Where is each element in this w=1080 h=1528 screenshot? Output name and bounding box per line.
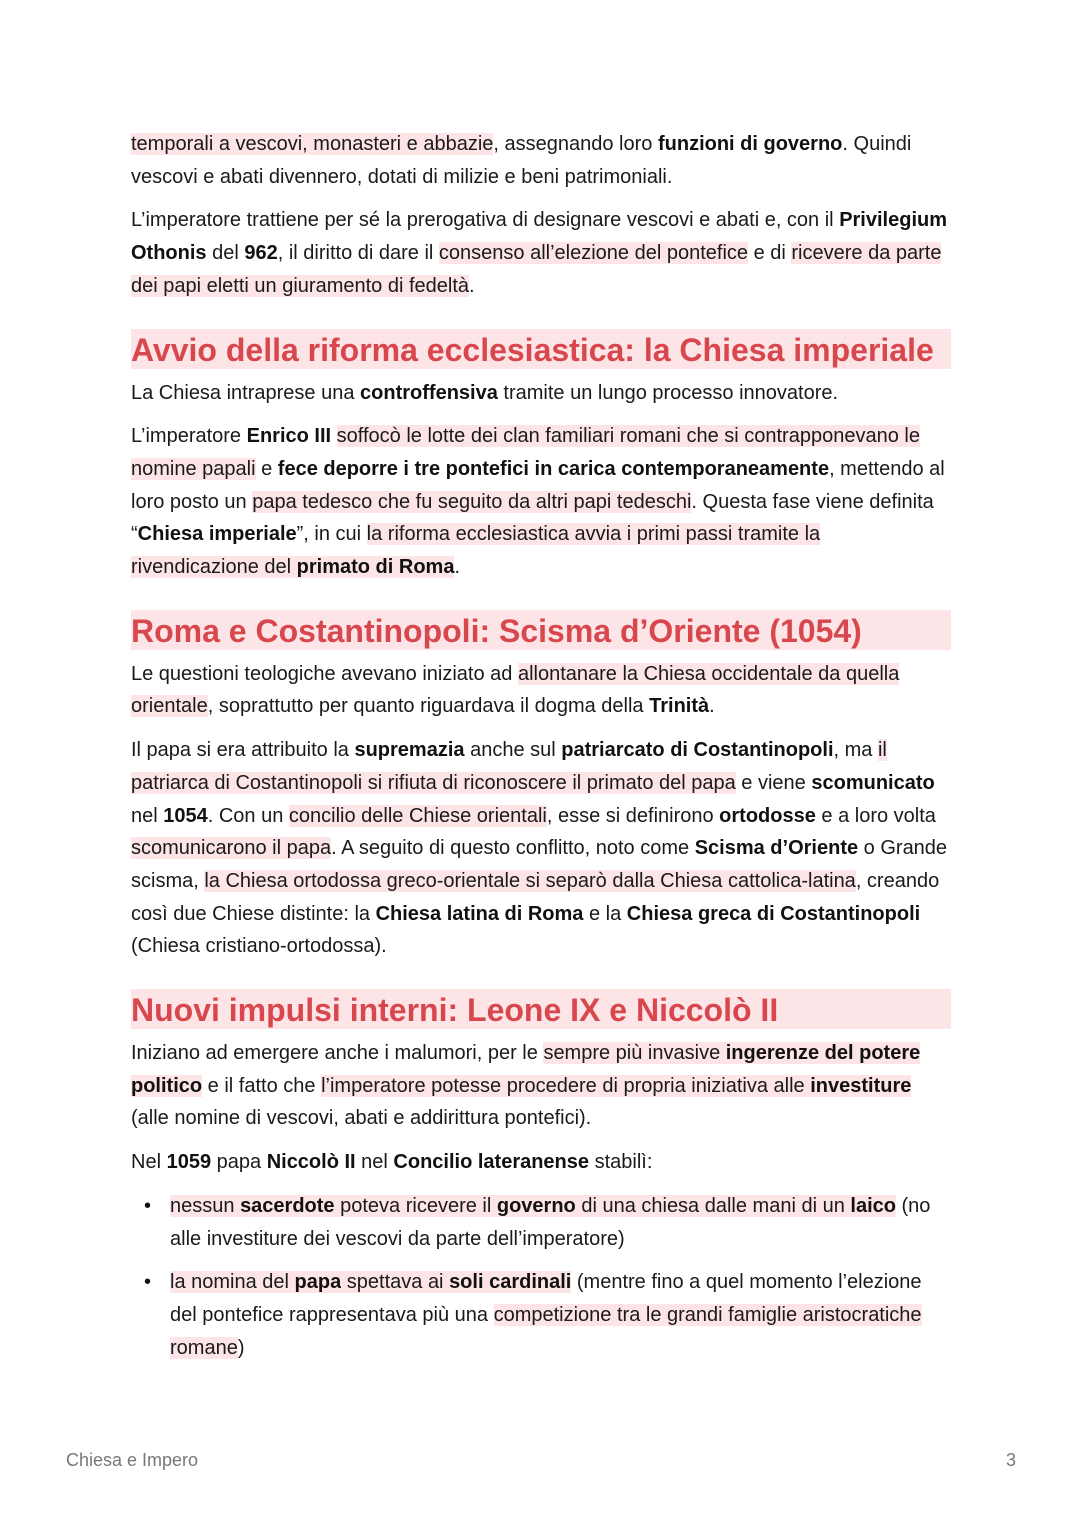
paragraph-controffensiva xyxy=(131,377,951,410)
bold-highlight: laico xyxy=(850,1194,896,1217)
footer-title: Chiesa e Impero xyxy=(66,1450,199,1470)
document-body xyxy=(131,128,951,1375)
text: (mentre fino a quel momento l’elezione del pontefice rappresentava più una xyxy=(170,1271,922,1326)
text: . Quindi vescovi e abati divennero, dotati di milizie e beni patrimoniali. xyxy=(131,133,912,188)
bold-highlight: sacerdote xyxy=(240,1194,335,1217)
highlight: nessun xyxy=(170,1194,241,1217)
bullet-list xyxy=(131,1190,951,1365)
text: . xyxy=(709,695,715,718)
text: e a loro volta xyxy=(815,804,936,827)
list-item xyxy=(170,1190,951,1255)
paragraph-1059 xyxy=(131,1146,951,1179)
highlight: scomunicarono il papa xyxy=(131,837,332,860)
highlight: la Chiesa ortodossa greco-orientale si separò dalla Chiesa cattolica-latina xyxy=(204,869,856,892)
bold-text: fece deporre i tre pontefici in carica contemporaneamente xyxy=(277,457,830,480)
bold-text: Concilio lateranense xyxy=(393,1151,590,1174)
bold-text: Trinità xyxy=(649,695,710,718)
text: (Chiesa cristiano-ortodossa). xyxy=(131,935,387,958)
text: , soprattutto per quanto riguardava il dogma della xyxy=(207,695,650,718)
highlight: sempre più invasive xyxy=(543,1042,726,1065)
text: del xyxy=(206,242,245,265)
highlight: ricevere da parte dei papi eletti un giuramento di fedeltà xyxy=(131,242,942,297)
paragraph-privilegium xyxy=(131,204,951,302)
heading-nuovi-impulsi: Nuovi impulsi interni: Leone IX e Niccolò II xyxy=(131,989,951,1029)
bold-text: Scisma d’Oriente xyxy=(694,837,859,860)
text: o Grande scisma, xyxy=(131,837,948,892)
text: nel xyxy=(355,1151,394,1174)
text: , il diritto di dare il xyxy=(277,242,439,265)
highlight: competizione tra le grandi famiglie aristocratiche romane xyxy=(170,1303,922,1359)
bold-text: funzioni di governo xyxy=(657,133,843,155)
text: Le questioni teologiche avevano iniziato ad xyxy=(131,662,518,685)
text: , esse si definirono xyxy=(546,804,720,827)
bold-highlight: ingerenze del potere politico xyxy=(131,1042,921,1097)
text: . Questa fase viene definita “ xyxy=(131,490,934,546)
text: L’imperatore trattiene per sé la prerogativa di designare vescovi e abati e, con il xyxy=(131,209,840,232)
text: La Chiesa intraprese una xyxy=(131,381,361,404)
highlight: papa tedesco che fu seguito da altri papi tedeschi xyxy=(252,490,692,513)
text: e la xyxy=(583,902,627,925)
heading-scisma-oriente: Roma e Costantinopoli: Scisma d’Oriente (1054) xyxy=(131,610,951,650)
text: ) xyxy=(237,1336,245,1359)
highlight: soffocò le lotte dei clan familiari romani che si contrapponevano le nomine papali xyxy=(131,425,920,480)
text: . xyxy=(454,556,461,579)
text: . A seguito di questo conflitto, noto come xyxy=(331,837,695,860)
text: nel xyxy=(131,804,164,827)
bold-highlight: primato di Roma xyxy=(296,556,455,579)
highlight: temporali a vescovi, monasteri e abbazie xyxy=(131,133,494,155)
highlight: consenso all’elezione del pontefice xyxy=(438,242,749,265)
paragraph-temporali xyxy=(131,128,951,193)
heading-chiesa-imperiale: Avvio della riforma ecclesiastica: la Chiesa imperiale xyxy=(131,329,951,369)
text: , mettendo al loro posto un xyxy=(131,457,945,513)
highlight: poteva ricevere il xyxy=(334,1194,497,1217)
paragraph-enrico-iii xyxy=(131,420,951,584)
text: , assegnando loro xyxy=(493,133,658,155)
bold-highlight: papa xyxy=(294,1271,342,1294)
text: anche sul xyxy=(464,739,562,762)
paragraph-questioni-teologiche xyxy=(131,658,951,723)
text: . Con un xyxy=(207,804,289,827)
text: stabilì: xyxy=(589,1151,653,1174)
highlight: la riforma ecclesiastica avvia i primi passi tramite la rivendicazione del xyxy=(131,523,821,579)
text: papa xyxy=(211,1151,267,1174)
paragraph-malumori xyxy=(131,1037,951,1135)
text: e xyxy=(255,457,278,480)
highlight: di una chiesa dalle mani di un xyxy=(575,1194,851,1217)
text: Iniziano ad emergere anche i malumori, per le xyxy=(131,1042,544,1065)
page-number: 3 xyxy=(1005,1450,1016,1470)
bold-text: supremazia xyxy=(354,739,465,762)
bold-text: 1054 xyxy=(163,804,208,827)
text: (no alle investiture dei vescovi da parte dell’imperatore) xyxy=(170,1194,931,1250)
bold-highlight: governo xyxy=(496,1194,576,1217)
text: Nel xyxy=(131,1151,167,1174)
text xyxy=(331,425,337,447)
bold-text: Privilegium Othonis xyxy=(131,209,947,265)
list-item xyxy=(170,1266,951,1364)
text: , creando così due Chiese distinte: la xyxy=(131,869,940,925)
bold-text: 962 xyxy=(244,242,278,265)
text: e il fatto che xyxy=(202,1074,322,1097)
text: ”, in cui xyxy=(296,523,367,546)
bold-text: 1059 xyxy=(166,1151,212,1174)
bold-text: Niccolò II xyxy=(266,1151,356,1174)
text: L’imperatore xyxy=(131,425,247,448)
text: tramite un lungo processo innovatore. xyxy=(497,381,839,404)
text: e viene xyxy=(735,771,812,794)
bold-text: scomunicato xyxy=(811,771,935,794)
text: (alle nomine di vescovi, abati e addirittura pontefici). xyxy=(131,1107,592,1130)
bold-text: ortodosse xyxy=(719,804,816,827)
bold-highlight: soli cardinali xyxy=(449,1271,572,1294)
bold-text: patriarcato di Costantinopoli xyxy=(561,739,834,762)
bold-text: Enrico III xyxy=(246,425,332,448)
bold-text: Chiesa greca di Costantinopoli xyxy=(626,902,921,925)
bold-text: Chiesa imperiale xyxy=(137,523,297,546)
bold-highlight: investiture xyxy=(810,1074,912,1097)
highlight: l’imperatore potesse procedere di propria iniziativa alle xyxy=(321,1074,811,1097)
paragraph-supremazia xyxy=(131,734,951,963)
highlight: concilio delle Chiese orientali xyxy=(288,804,547,827)
highlight: la nomina del xyxy=(170,1271,295,1294)
highlight: allontanare la Chiesa occidentale da quella orientale xyxy=(131,662,900,718)
text: . xyxy=(469,274,475,297)
text: Il papa si era attribuito la xyxy=(131,739,355,762)
text: , ma xyxy=(833,739,878,762)
highlight: spettava ai xyxy=(341,1271,450,1294)
bold-text: controffensiva xyxy=(360,381,498,404)
text: e di xyxy=(748,242,792,265)
bold-text: Chiesa latina di Roma xyxy=(375,902,584,925)
highlight: il patriarca di Costantinopoli si rifiuta di riconoscere il primato del papa xyxy=(131,739,887,794)
